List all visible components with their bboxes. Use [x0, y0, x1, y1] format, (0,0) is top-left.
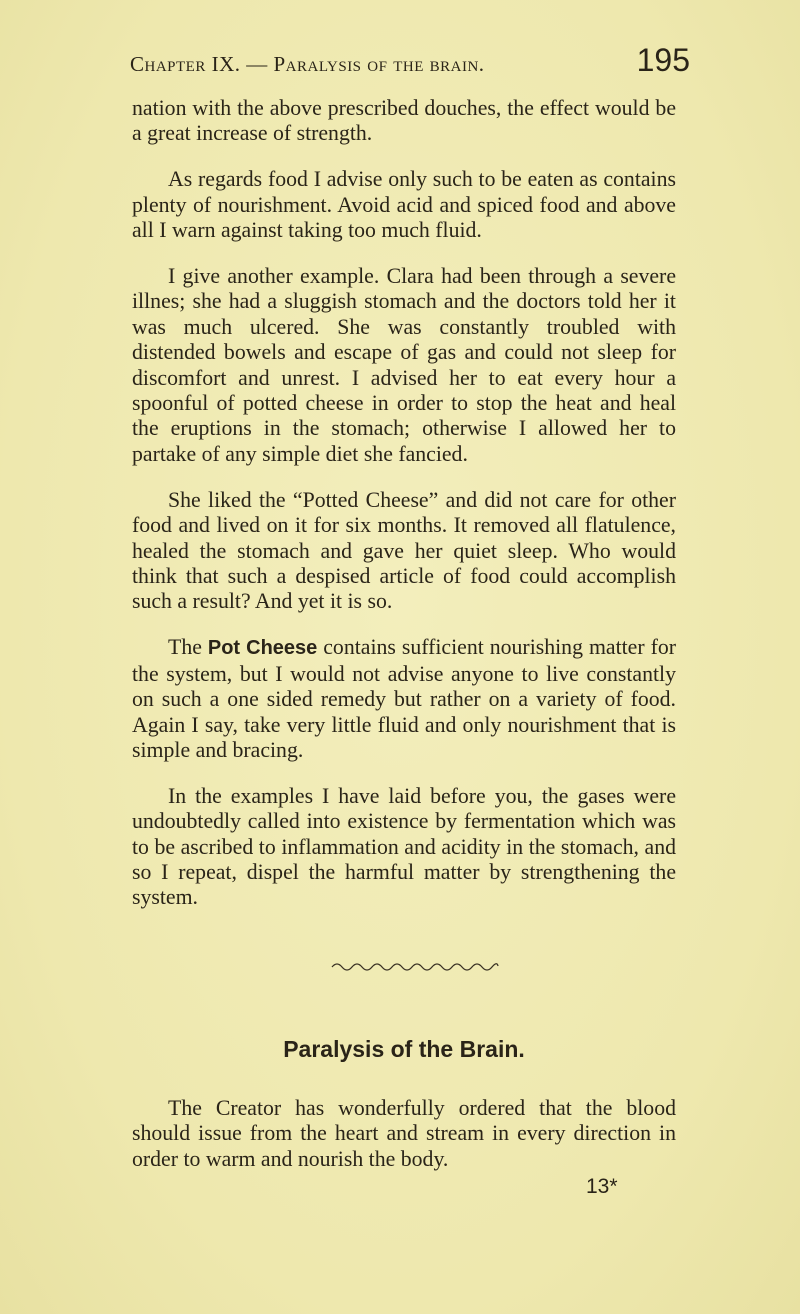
paragraph-pot-cheese-nourishment	[132, 635, 676, 763]
signature-mark: 13*	[586, 1175, 618, 1198]
page-number: 195	[636, 42, 690, 78]
paragraph-food-advice: As regards food I advise only such to be eaten as contains plenty of nourishment. Avoid acid and spiced food and above all I warn against taking too much fluid.	[132, 167, 676, 243]
paragraph-gases-explanation: In the examples I have laid before you, the gases were undoubtedly called into existence by fermentation which was to be ascribed to inflammation and acidity in the stomach, and so I repeat, dispel the harmful matter by strengthening the system.	[132, 783, 676, 910]
paragraph-potted-cheese: She liked the “Potted Cheese” and did not care for other food and lived on it for six months. It removed all flatulence, healed the stomach and gave her quiet sleep. Who would think that such a despised article of food could accomplish such a result? And yet it is so.	[132, 487, 676, 614]
section-heading: Paralysis of the Brain.	[283, 1036, 525, 1062]
body-text	[132, 96, 676, 931]
running-title: Chapter IX. — Paralysis of the brain.	[130, 52, 485, 76]
section-body	[132, 1096, 676, 1172]
paragraph-pot-cheese-lead: The	[168, 635, 208, 660]
running-head	[130, 40, 690, 90]
section-divider-ornament	[330, 960, 500, 974]
paragraph-clara-example: I give another example. Clara had been through a severe illnes; she had a sluggish stomach and the doctors told her it was much ulcered. She was constantly troubled with distended bowels and escape of gas and could not sleep for discomfort and unrest. I advised her to eat every hour a spoonful of potted cheese in order to stop the heat and heal the eruptions in the stomach; otherwise I allowed her to partake of any simple diet she fancied.	[132, 264, 676, 466]
paragraph-continuation: nation with the above prescribed douches, the effect would be a great increase of strength.	[132, 96, 676, 146]
paragraph-creator-blood: The Creator has wonderfully ordered that the blood should issue from the heart and stream in every direction in order to warm and nourish the body.	[132, 1096, 676, 1171]
paragraph-pot-cheese-rest: contains sufficient nourishing matter for the system, but I would not advise anyone to live constantly on such a one sided remedy but rather on a variety of food. Again I say, take very little fluid and only nourishment that is simple and bracing.	[132, 635, 676, 762]
pot-cheese-term: Pot Cheese	[207, 637, 318, 660]
